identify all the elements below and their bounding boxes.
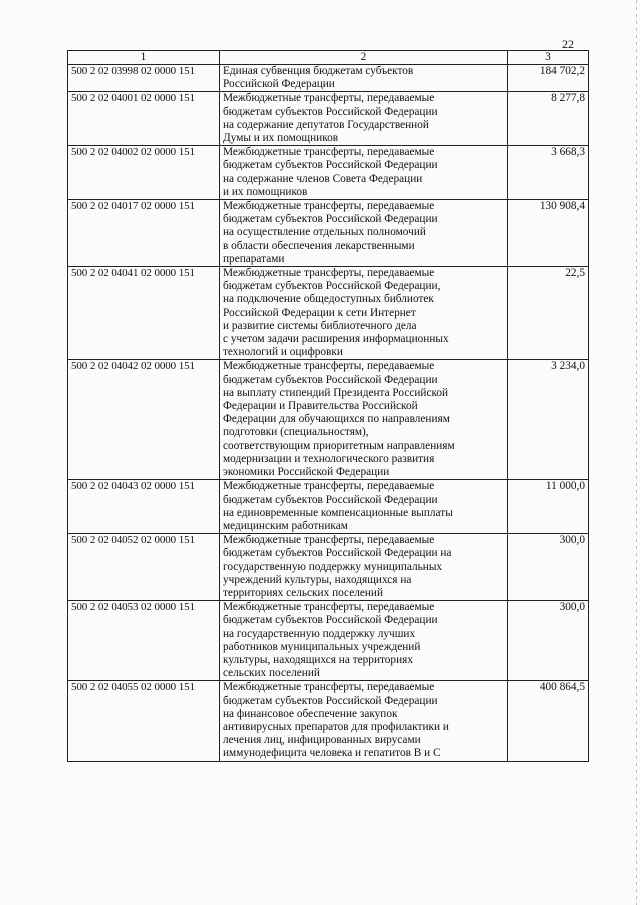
column-header-3: 3: [508, 51, 589, 65]
column-header-1: 1: [68, 51, 220, 65]
item-amount: 184 702,2: [508, 65, 589, 92]
item-amount: 300,0: [508, 601, 589, 681]
item-description: Межбюджетные трансферты, передаваемые бюджетам субъектов Российской Федерации на содержание депутатов Государственной Думы и их помощников: [220, 92, 508, 146]
table-row: [68, 681, 589, 761]
item-description: Межбюджетные трансферты, передаваемые бюджетам субъектов Российской Федерации, на подключение общедоступных библиотек Российской Федерации к сети Интернет и развитие системы библиотечного дела с учетом задачи расширения информационных технологий и оцифровки: [220, 267, 508, 360]
table-row: [68, 480, 589, 534]
scan-edge-artifact: [636, 0, 637, 905]
table-row: [68, 146, 589, 200]
table-row: [68, 534, 589, 601]
budget-code: 500 2 02 04055 02 0000 151: [68, 681, 220, 761]
item-amount: 11 000,0: [508, 480, 589, 534]
item-amount: 130 908,4: [508, 200, 589, 267]
table-row: [68, 360, 589, 480]
budget-code: 500 2 02 04053 02 0000 151: [68, 601, 220, 681]
item-description: Межбюджетные трансферты, передаваемые бюджетам субъектов Российской Федерации на государственную поддержку муниципальных учреждений культуры, находящихся на территориях сельских поселений: [220, 534, 508, 601]
column-header-2: 2: [220, 51, 508, 65]
table-row: [68, 601, 589, 681]
table-row: [68, 92, 589, 146]
table-row: [68, 65, 589, 92]
budget-code: 500 2 02 03998 02 0000 151: [68, 65, 220, 92]
item-description: Межбюджетные трансферты, передаваемые бюджетам субъектов Российской Федерации на финансовое обеспечение закупок антивирусных препаратов для профилактики и лечения лиц, инфицированных вирусами иммунодефицита человека и гепатитов В и С: [220, 681, 508, 761]
table-row: [68, 200, 589, 267]
budget-code: 500 2 02 04041 02 0000 151: [68, 267, 220, 360]
item-description: Межбюджетные трансферты, передаваемые бюджетам субъектов Российской Федерации на осуществление отдельных полномочий в области обеспечения лекарственными препаратами: [220, 200, 508, 267]
page-number: 22: [562, 37, 574, 51]
budget-code: 500 2 02 04002 02 0000 151: [68, 146, 220, 200]
budget-code: 500 2 02 04001 02 0000 151: [68, 92, 220, 146]
item-description: Межбюджетные трансферты, передаваемые бюджетам субъектов Российской Федерации на единовременные компенсационные выплаты медицинским работникам: [220, 480, 508, 534]
table-row: [68, 267, 589, 360]
item-description: Межбюджетные трансферты, передаваемые бюджетам субъектов Российской Федерации на государственную поддержку лучших работников муниципальных учреждений культуры, находящихся на территориях сельских поселений: [220, 601, 508, 681]
budget-code: 500 2 02 04052 02 0000 151: [68, 534, 220, 601]
budget-code: 500 2 02 04043 02 0000 151: [68, 480, 220, 534]
item-description: Межбюджетные трансферты, передаваемые бюджетам субъектов Российской Федерации на содержание членов Совета Федерации и их помощников: [220, 146, 508, 200]
item-amount: 22,5: [508, 267, 589, 360]
item-amount: 300,0: [508, 534, 589, 601]
item-amount: 3 234,0: [508, 360, 589, 480]
budget-code: 500 2 02 04042 02 0000 151: [68, 360, 220, 480]
item-description: Межбюджетные трансферты, передаваемые бюджетам субъектов Российской Федерации на выплату стипендий Президента Российской Федерации и Правительства Российской Федерации для обучающихся по направлениям подготовки (специальностям), соответствующим приоритетным направлениям модернизации и технологического развития экономики Российской Федерации: [220, 360, 508, 480]
item-amount: 8 277,8: [508, 92, 589, 146]
budget-code: 500 2 02 04017 02 0000 151: [68, 200, 220, 267]
item-amount: 400 864,5: [508, 681, 589, 761]
table-header-row: [68, 51, 589, 65]
item-description: Единая субвенция бюджетам субъектов Российской Федерации: [220, 65, 508, 92]
item-amount: 3 668,3: [508, 146, 589, 200]
budget-revenue-table: [67, 50, 589, 762]
